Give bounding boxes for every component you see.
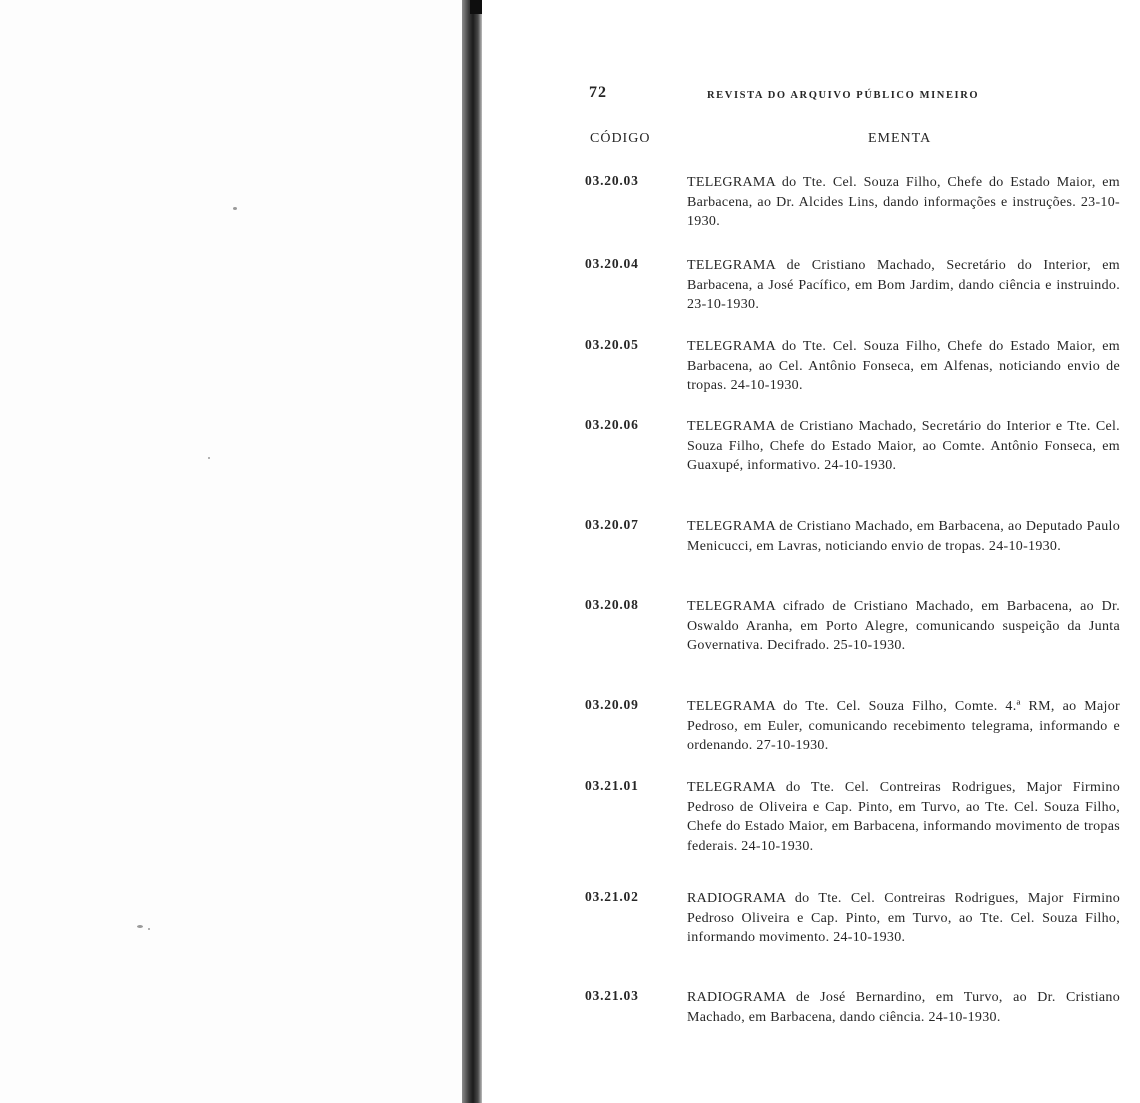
- entry-summary: TELEGRAMA de Cristiano Machado, em Barbacena, ao Deputado Paulo Menicucci, em Lavras, noticiando envio de tropas. 24-10-1930.: [687, 519, 1120, 554]
- entry-summary: TELEGRAMA cifrado de Cristiano Machado, em Barbacena, ao Dr. Oswaldo Aranha, em Porto Alegre, comunicando suspeição da Junta Governativa. Decifrado. 25-10-1930.: [687, 599, 1120, 653]
- paper-speck: [137, 925, 143, 928]
- entry-code: 03.20.05: [585, 337, 639, 352]
- entry-code: 03.20.08: [585, 597, 639, 612]
- paper-speck: [208, 457, 210, 459]
- page-number: 72: [589, 84, 607, 101]
- column-header-codigo: CÓDIGO: [590, 131, 651, 146]
- entry-code: 03.20.03: [585, 173, 639, 188]
- left-page: [0, 0, 462, 1103]
- running-head: REVISTA DO ARQUIVO PÚBLICO MINEIRO: [707, 90, 980, 101]
- paper-speck: [148, 928, 150, 930]
- entry-code: 03.20.07: [585, 517, 639, 532]
- entry-summary: RADIOGRAMA de José Bernardino, em Turvo, ao Dr. Cristiano Machado, em Barbacena, dando ciência. 24-10-1930.: [687, 990, 1120, 1025]
- book-spine: [462, 0, 482, 1103]
- entry-code: 03.21.03: [585, 988, 639, 1003]
- entry-summary: TELEGRAMA do Tte. Cel. Contreiras Rodrigues, Major Firmino Pedroso de Oliveira e Cap. Pinto, em Turvo, ao Tte. Cel. Souza Filho, Chefe do Estado Maior, em Barbacena, informando movimento de tropas federais. 24-10-1930.: [687, 780, 1120, 854]
- entry-summary: TELEGRAMA de Cristiano Machado, Secretário do Interior, em Barbacena, a José Pacífico, em Bom Jardim, dando ciência e instruindo. 23-10-1930.: [687, 258, 1120, 312]
- column-header-ementa: EMENTA: [868, 131, 932, 146]
- entry-code: 03.20.06: [585, 417, 639, 432]
- entry-summary: TELEGRAMA do Tte. Cel. Souza Filho, Chefe do Estado Maior, em Barbacena, ao Dr. Alcides Lins, dando informações e instruções. 23-10-1930.: [687, 175, 1120, 229]
- entry-code: 03.20.09: [585, 697, 639, 712]
- entry-summary: TELEGRAMA do Tte. Cel. Souza Filho, Comte. 4.ª RM, ao Major Pedroso, em Euler, comunicando recebimento telegrama, informando e ordenando. 27-10-1930.: [687, 699, 1120, 753]
- entry-code: 03.21.02: [585, 889, 639, 904]
- right-page: [482, 0, 1140, 1103]
- spine-top-shadow: [470, 0, 482, 14]
- paper-speck: [233, 207, 237, 210]
- entry-summary: TELEGRAMA do Tte. Cel. Souza Filho, Chefe do Estado Maior, em Barbacena, ao Cel. Antônio Fonseca, em Alfenas, noticiando envio de tropas. 24-10-1930.: [687, 339, 1120, 393]
- entry-summary: TELEGRAMA de Cristiano Machado, Secretário do Interior e Tte. Cel. Souza Filho, Chefe do Estado Maior, ao Comte. Antônio Fonseca, em Guaxupé, informativo. 24-10-1930.: [687, 419, 1120, 473]
- entry-summary: RADIOGRAMA do Tte. Cel. Contreiras Rodrigues, Major Firmino Pedroso Oliveira e Cap. Pinto, em Turvo, ao Tte. Cel. Souza Filho, informando movimento. 24-10-1930.: [687, 891, 1120, 945]
- entry-code: 03.20.04: [585, 256, 639, 271]
- entry-code: 03.21.01: [585, 778, 639, 793]
